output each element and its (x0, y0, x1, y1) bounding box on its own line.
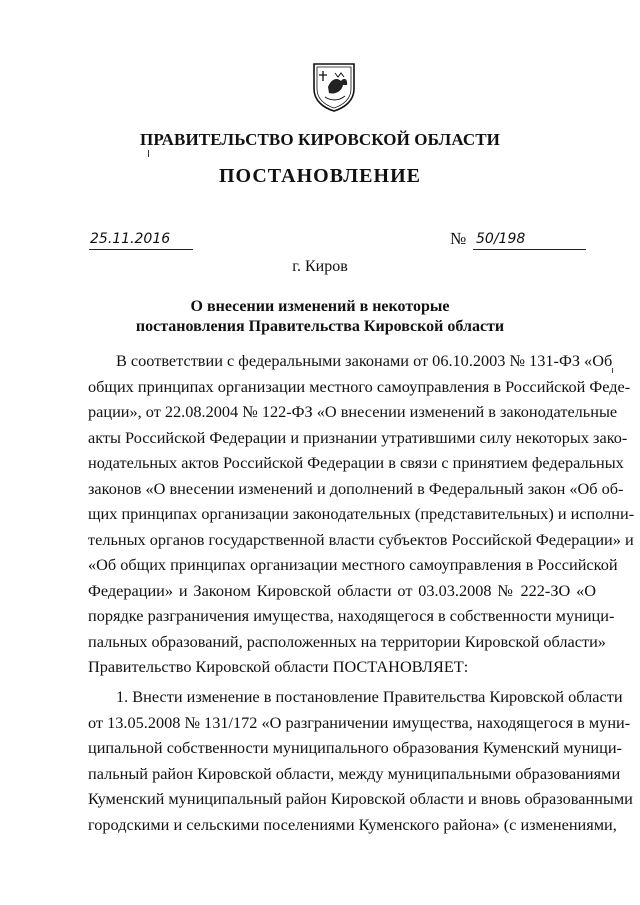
document-number: 50/198 (476, 231, 526, 247)
text-line: Федерации» и Законом Кировской области от 03.03.2008 № 222-ЗО «О (88, 580, 596, 600)
text-line: пальный район Кировской области, между муниципальными образованиями (88, 763, 621, 783)
text-line: порядке разграничения имущества, находящегося в собственности муници- (88, 606, 615, 625)
document-date-field (89, 229, 193, 250)
text-line: 1. Внести изменение в постановление Правительства Кировской области (116, 687, 623, 706)
subject-line: О внесении изменений в некоторые (190, 298, 450, 315)
body-paragraph-1 (88, 348, 635, 680)
body-paragraph-2 (88, 684, 633, 837)
document-subject (0, 297, 640, 337)
text-line: тельных органов государственной власти субъектов Российской Федерации» и (88, 529, 634, 549)
text-line: Правительство Кировской области ПОСТАНОВЛЯЕТ: (88, 657, 469, 676)
text-line: законов «О внесении изменений и дополнений в Федеральный закон «Об об- (88, 478, 624, 498)
coat-of-arms-emblem (311, 61, 357, 113)
text-line: пальных образований, расположенных на территории Кировской области» (88, 631, 606, 651)
text-line: Куменский муниципальный район Кировской области и вновь образованными (88, 789, 633, 808)
text-line: нодательных актов Российской Федерации в связи с принятием федеральных (88, 453, 624, 472)
text-line: акты Российской Федерации и признании утратившими силу некоторых зако- (88, 427, 628, 447)
document-number-field (473, 229, 586, 250)
organization-title: ПРАВИТЕЛЬСТВО КИРОВСКОЙ ОБЛАСТИ (140, 130, 500, 149)
text-line: рации», от 22.08.2004 № 122-ФЗ «О внесении изменений в законодательные (88, 402, 618, 421)
text-line: щих принципах организации законодательных (представительных) и исполни- (88, 504, 635, 523)
subject-line: постановления Правительства Кировской области (135, 318, 505, 335)
text-line: «Об общих принципах организации местного самоуправления в Российской (88, 555, 618, 574)
scan-mark (148, 150, 149, 157)
text-line: общих принципах организации местного самоуправления в Российской Феде- (88, 376, 631, 396)
text-line: от 13.05.2008 № 131/172 «О разграничении имущества, находящегося в муни- (88, 712, 631, 732)
document-type: ПОСТАНОВЛЕНИЕ (219, 165, 421, 187)
text-line: городскими и сельскими поселениями Куменского района» (с изменениями, (88, 814, 617, 834)
city: г. Киров (292, 258, 348, 275)
document-number-prefix: № (450, 229, 467, 248)
document-date: 25.11.2016 (90, 231, 171, 247)
text-line: В соответствии с федеральными законами от 06.10.2003 № 131-ФЗ «Об (116, 351, 613, 370)
text-line: ципальной собственности муниципального образования Куменский муници- (88, 738, 622, 757)
